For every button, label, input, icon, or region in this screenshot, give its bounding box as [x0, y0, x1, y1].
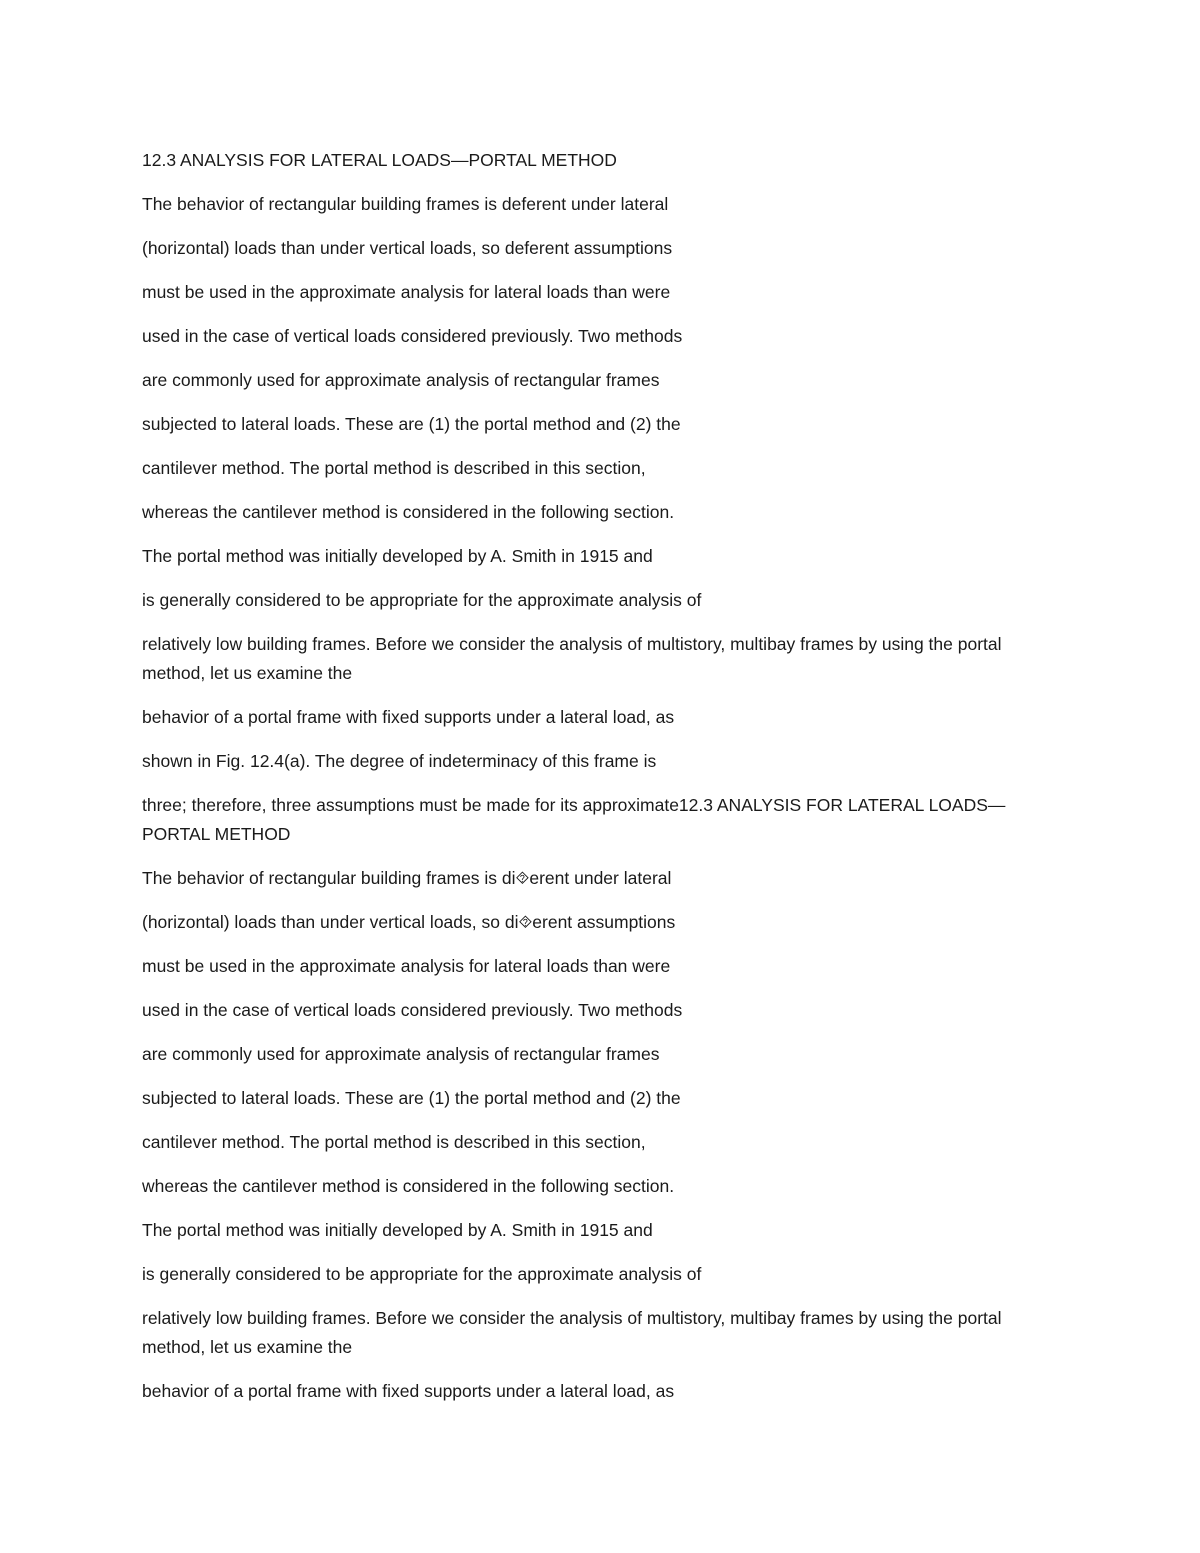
text-line: subjected to lateral loads. These are (1) the portal method and (2) the	[142, 1088, 681, 1108]
text-line: behavior of a portal frame with fixed supports under a lateral load, as	[142, 707, 675, 727]
text-line: relatively low building frames. Before we consider the analysis of multistory, multibay frames by using the portal method, let us examine the	[142, 634, 1002, 683]
text-line: relatively low building frames. Before we consider the analysis of multistory, multibay frames by using the portal method, let us examine the	[142, 1308, 1002, 1357]
document-body	[142, 146, 1042, 1421]
text-line: whereas the cantilever method is considered in the following section.	[142, 502, 675, 522]
text-line: The behavior of rectangular building frames is di⯑erent under lateral	[142, 868, 672, 888]
text-line: used in the case of vertical loads considered previously. Two methods	[142, 326, 683, 346]
text-line: cantilever method. The portal method is described in this section,	[142, 458, 646, 478]
text-line: must be used in the approximate analysis for lateral loads than were	[142, 956, 671, 976]
text-line: used in the case of vertical loads considered previously. Two methods	[142, 1000, 683, 1020]
text-line: subjected to lateral loads. These are (1) the portal method and (2) the	[142, 414, 681, 434]
text-line: shown in Fig. 12.4(a). The degree of indeterminacy of this frame is	[142, 751, 657, 771]
text-line: must be used in the approximate analysis for lateral loads than were	[142, 282, 671, 302]
text-line: are commonly used for approximate analysis of rectangular frames	[142, 1044, 660, 1064]
text-line: (horizontal) loads than under vertical loads, so di⯑erent assumptions	[142, 912, 676, 932]
text-line: The portal method was initially developed by A. Smith in 1915 and	[142, 546, 653, 566]
text-line: is generally considered to be appropriate for the approximate analysis of	[142, 590, 702, 610]
document-heading: 12.3 ANALYSIS FOR LATERAL LOADS—PORTAL METHOD	[142, 150, 617, 170]
text-line: The portal method was initially developed by A. Smith in 1915 and	[142, 1220, 653, 1240]
text-line: whereas the cantilever method is considered in the following section.	[142, 1176, 675, 1196]
text-line: is generally considered to be appropriate for the approximate analysis of	[142, 1264, 702, 1284]
text-line: cantilever method. The portal method is described in this section,	[142, 1132, 646, 1152]
text-line: (horizontal) loads than under vertical loads, so deferent assumptions	[142, 238, 673, 258]
text-line: The behavior of rectangular building frames is deferent under lateral	[142, 194, 669, 214]
text-line: are commonly used for approximate analysis of rectangular frames	[142, 370, 660, 390]
text-line: three; therefore, three assumptions must be made for its approximate12.3 ANALYSIS FOR LATERAL LOADS—PORTAL METHOD	[142, 795, 1006, 844]
text-line: behavior of a portal frame with fixed supports under a lateral load, as	[142, 1381, 675, 1401]
